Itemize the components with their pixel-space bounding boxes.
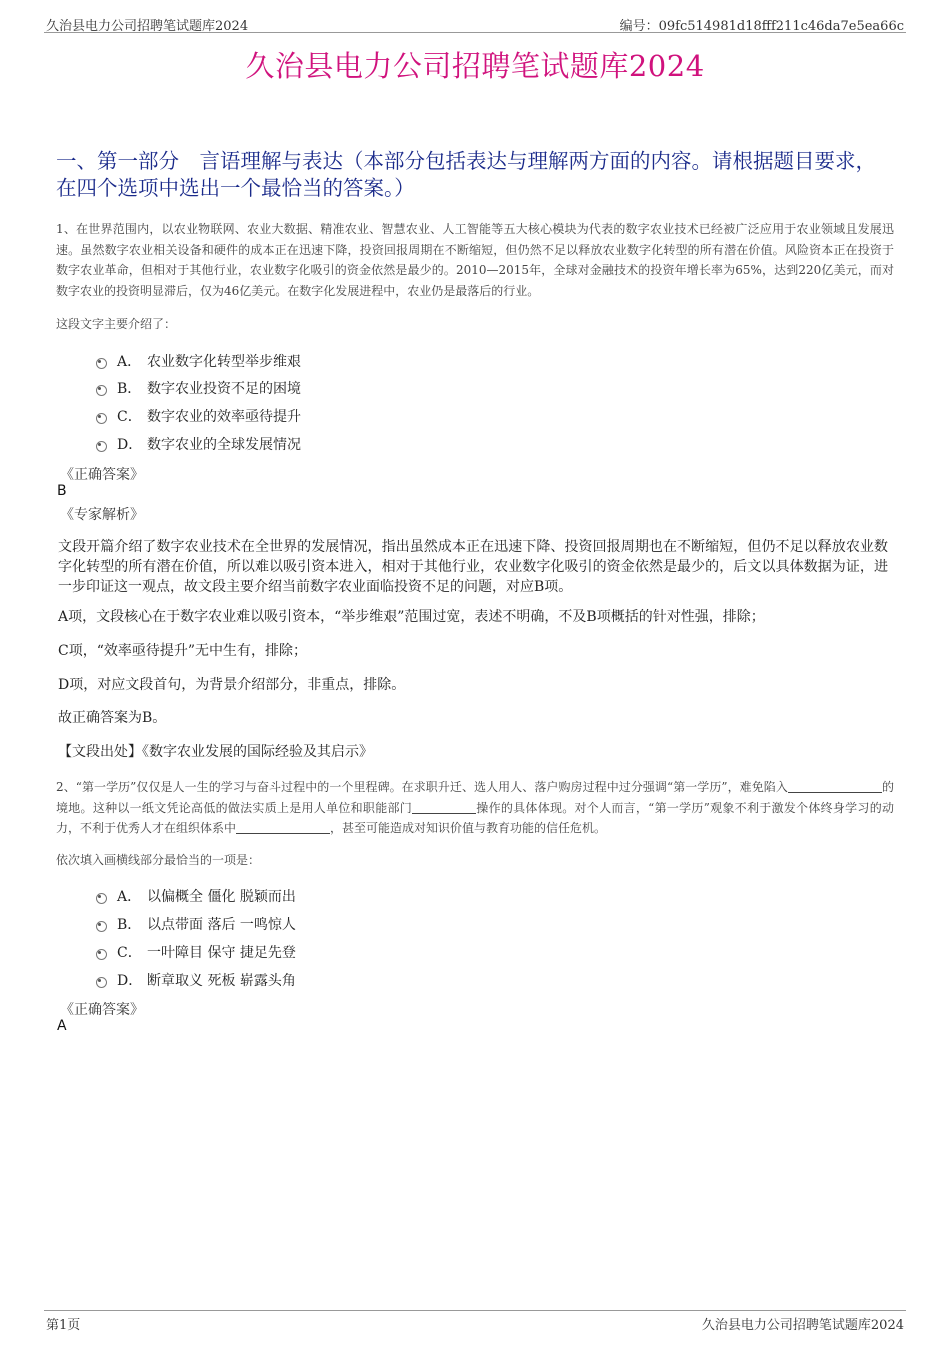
question-2-option-b[interactable]: B． 以点带面 落后 一鸣惊人 — [96, 914, 296, 934]
question-2-option-a[interactable]: A． 以偏概全 僵化 脱颖而出 — [96, 886, 296, 906]
radio-icon[interactable] — [96, 949, 107, 960]
question-2-prompt: 依次填入画横线部分最恰当的一项是： — [56, 853, 261, 867]
analysis-paragraph: D项，对应文段首句，为背景介绍部分，非重点，排除。 — [58, 677, 406, 693]
header-doc-title: 久治县电力公司招聘笔试题库2024 — [46, 19, 249, 34]
page-header — [44, 14, 906, 33]
radio-icon[interactable] — [96, 441, 107, 452]
header-doc-number: 编号：09fc514981d18fff211c46da7e5ea66c — [619, 19, 904, 34]
radio-icon[interactable] — [96, 385, 107, 396]
question-1-option-d[interactable]: D． 数字农业的全球发展情况 — [96, 434, 301, 454]
question-1-answer: B — [57, 483, 67, 499]
question-2-option-c[interactable]: C． 一叶障目 保守 捷足先登 — [96, 942, 296, 962]
footer-doc-title: 久治县电力公司招聘笔试题库2024 — [701, 1318, 904, 1333]
analysis-paragraph: 文段开篇介绍了数字农业技术在全世界的发展情况，指出虽然成本正在迅速下降、投资回报周期也在不断缩短，但仍不足以释放农业数字化转型的所有潜在价值，所以难以吸引资本进入，相对于其他行业，农业数字化吸引的资金依然是最少的，后文以具体数据为证，进一步印证这一观点，故文段主要介绍当前数字农业面临投资不足的问题，对应B项。 — [58, 539, 888, 595]
question-1-option-a[interactable]: A． 农业数字化转型举步维艰 — [96, 351, 301, 371]
question-2-text: 2、“第一学历”仅仅是人一生的学习与奋斗过程中的一个里程碑。在求职升迁、选人用人、落户购房过程中过分强调“第一学历”，难免陷入 的境地。这种以一纸文凭论高低的做法实质上是用人单位和职能部门 操作的具体体现。对个人而言，“第一学历”观象不利于激发个体终身学习的动力，不利于优秀人才在组织体系中 ，甚至可能造成对知识价值与教育功能的信任危机。 — [56, 780, 894, 835]
page-title: 久治县电力公司招聘笔试题库2024 — [245, 49, 705, 83]
radio-icon[interactable] — [96, 977, 107, 988]
question-1-option-b[interactable]: B． 数字农业投资不足的困境 — [96, 378, 301, 398]
fill-blank-2 — [412, 801, 476, 814]
radio-icon[interactable] — [96, 413, 107, 424]
radio-icon[interactable] — [96, 358, 107, 369]
page-footer — [44, 1310, 906, 1331]
analysis-conclusion: 故正确答案为B。 — [58, 710, 167, 726]
question-2-answer-label: 《正确答案》 — [60, 1002, 144, 1018]
fill-blank-3 — [236, 821, 330, 834]
page-number: 第1页 — [46, 1318, 81, 1333]
section-heading: 一、第一部分 言语理解与表达（本部分包括表达与理解两方面的内容。请根据题目要求，在四个选项中选出一个最恰当的答案。） — [56, 149, 876, 200]
question-1-text: 1、在世界范围内，以农业物联网、农业大数据、精准农业、智慧农业、人工智能等五大核心模块为代表的数字农业技术已经被广泛应用于农业领域且发展迅速。虽然数字农业相关设备和硬件的成本正在迅速下降，投资回报周期在不断缩短，但仍然不足以释放农业数字化转型的所有潜在价值。风险资本正在投资于数字农业革命，但相对于其他行业，农业数字化吸引的资金依然是最少的。2010—2015年，全球对金融技术的投资年增长率为65%，达到220亿美元，而对数字农业的投资明显滞后，仅为46亿美元。在数字化发展进程中，农业仍是最落后的行业。 — [56, 222, 894, 298]
fill-blank-1 — [788, 780, 882, 793]
analysis-paragraph: A项，文段核心在于数字农业难以吸引资本，“举步维艰”范围过宽，表述不明确，不及B项概括的针对性强，排除； — [58, 609, 765, 625]
question-1-answer-label: 《正确答案》 — [60, 467, 144, 483]
question-1-option-c[interactable]: C． 数字农业的效率亟待提升 — [96, 406, 301, 426]
analysis-paragraph: C项，“效率亟待提升”无中生有，排除； — [58, 643, 308, 659]
analysis-source: 【文段出处】《数字农业发展的国际经验及其启示》 — [58, 744, 373, 760]
question-1-analysis-label: 《专家解析》 — [60, 507, 144, 523]
question-2-option-d[interactable]: D． 断章取义 死板 崭露头角 — [96, 970, 296, 990]
radio-icon[interactable] — [96, 893, 107, 904]
question-2-answer: A — [57, 1018, 67, 1034]
radio-icon[interactable] — [96, 921, 107, 932]
question-1-prompt: 这段文字主要介绍了： — [56, 317, 177, 331]
